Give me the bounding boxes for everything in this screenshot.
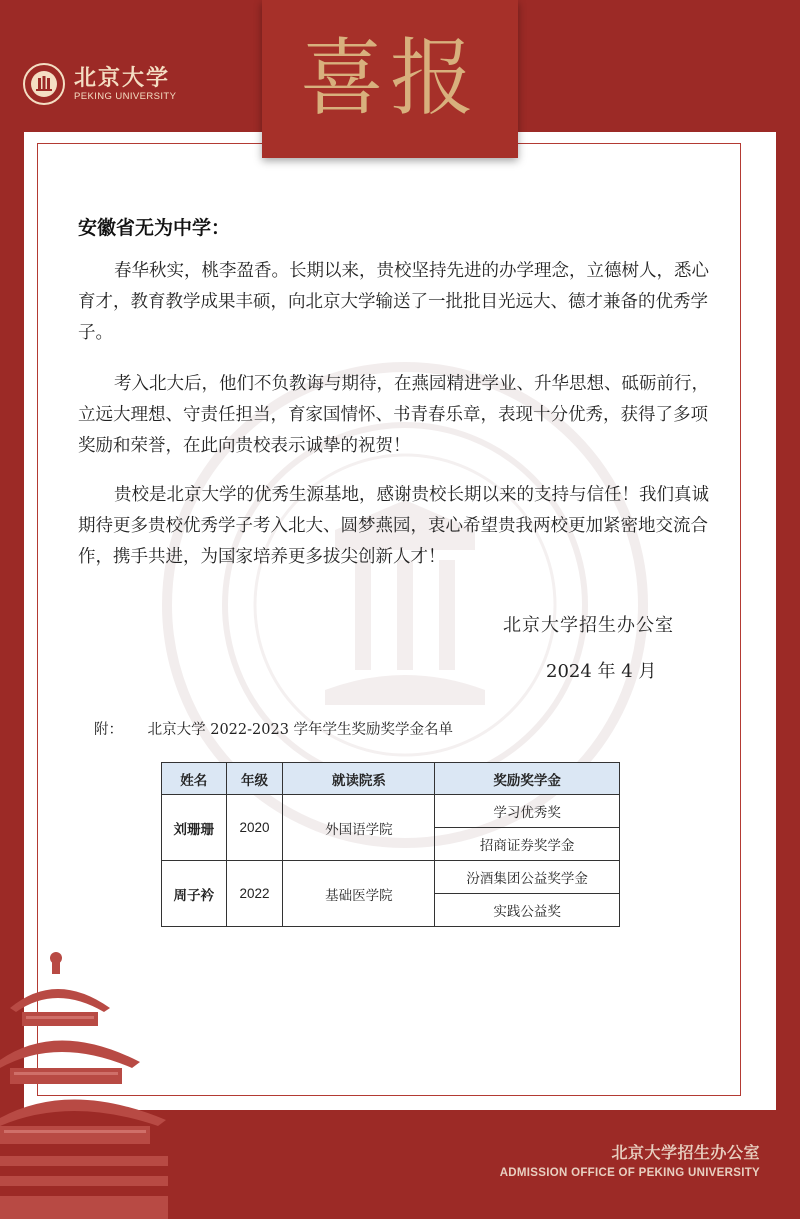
footer-office-en: ADMISSION OFFICE OF PEKING UNIVERSITY: [499, 1167, 760, 1179]
table-row: [162, 861, 620, 894]
header-name: 姓名: [162, 763, 227, 795]
table-row: [162, 795, 620, 828]
signature-office: 北京大学招生办公室: [503, 615, 674, 636]
header-year: 年级: [226, 763, 283, 795]
logo-name-en: PEKING UNIVERSITY: [74, 91, 177, 102]
header-department: 就读院系: [283, 763, 435, 795]
student-department: 外国语学院: [283, 795, 435, 861]
student-year: 2022: [226, 861, 283, 927]
pagoda-illustration: [0, 950, 168, 1219]
table-header-row: [162, 763, 620, 795]
awards-table: [161, 762, 620, 927]
logo-name-cn: 北京大学: [74, 65, 171, 91]
student-award: 汾酒集团公益奖学金: [435, 861, 620, 894]
student-name: 周子衿: [162, 861, 227, 927]
letter-paragraph-1: 春华秋实，桃李盈香。长期以来，贵校坚持先进的办学理念，立德树人，悉心育才，教育教学成果丰硕，向北京大学输送了一批批目光远大、德才兼备的优秀学子。: [78, 261, 709, 343]
student-name: 刘珊珊: [162, 795, 227, 861]
footer-office-cn: 北京大学招生办公室: [611, 1143, 760, 1162]
attachment-label: 附：: [94, 722, 123, 738]
student-award: 学习优秀奖: [435, 795, 620, 828]
attachment-line: [94, 718, 453, 739]
banner-title: 喜报: [299, 29, 480, 127]
signature-date: 2024 年 4 月: [546, 661, 657, 682]
student-award: 招商证券奖学金: [435, 828, 620, 861]
student-department: 基础医学院: [283, 861, 435, 927]
header-award: 奖励奖学金: [435, 763, 620, 795]
letter-paragraph-3: 贵校是北京大学的优秀生源基地，感谢贵校长期以来的支持与信任！我们真诚期待更多贵校优秀学子考入北大、圆梦燕园，衷心希望贵我两校更加紧密地交流合作，携手共进，为国家培养更多拔尖创新人才！: [78, 485, 709, 567]
title-banner: [262, 0, 518, 158]
university-emblem-icon: [22, 62, 66, 106]
student-award: 实践公益奖: [435, 894, 620, 927]
salutation: 安徽省无为中学：: [78, 217, 231, 239]
footer: [500, 1140, 760, 1179]
student-year: 2020: [226, 795, 283, 861]
attachment-title: 北京大学 2022-2023 学年学生奖励奖学金名单: [147, 722, 454, 738]
university-logo: [22, 62, 176, 106]
letter-paragraph-2: 考入北大后，他们不负教诲与期待，在燕园精进学业、升华思想、砥砺前行，立远大理想、守责任担当，育家国情怀、书青春乐章，表现十分优秀，获得了多项奖励和荣誉，在此向贵校表示诚挚的祝贺！: [78, 374, 709, 456]
